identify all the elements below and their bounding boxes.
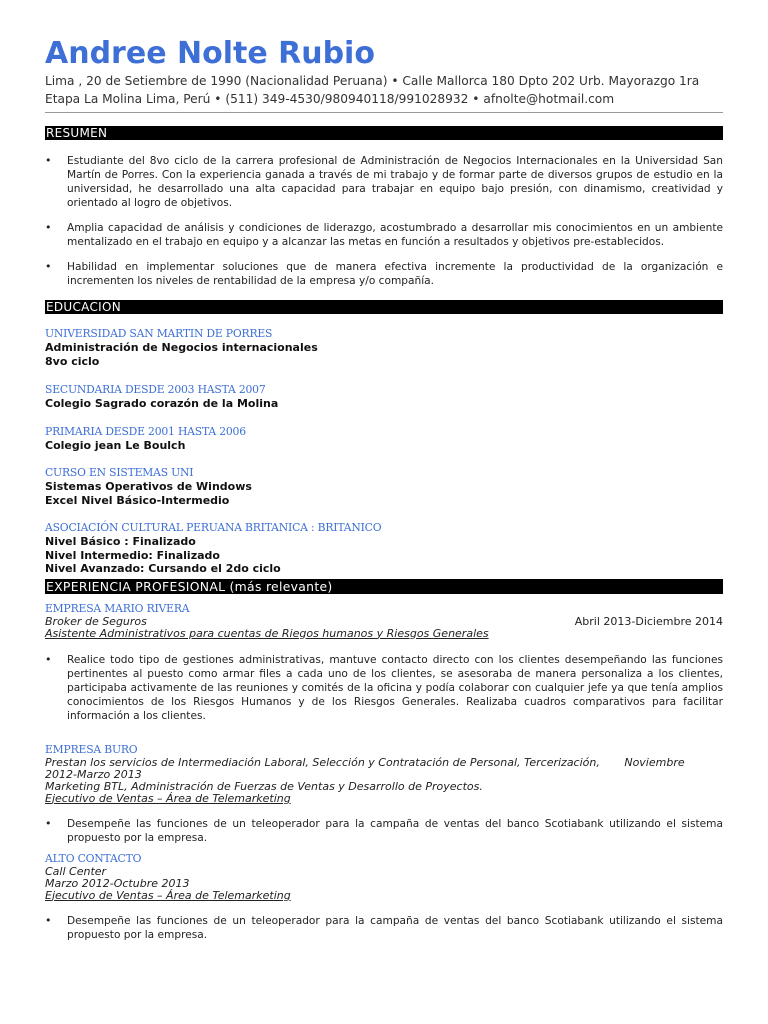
resume-page	[45, 36, 723, 942]
job-desc-row	[45, 616, 723, 628]
education-detail: Colegio jean Le Boulch	[45, 438, 186, 452]
job-company: ALTO CONTACTO	[45, 851, 142, 865]
job-description: Marketing BTL, Administración de Fuerzas de Ventas y Desarrollo de Proyectos.	[45, 779, 483, 793]
resumen-item: • Estudiante del 8vo ciclo de la carrera profesional de Administración de Negocios Internacionales en la Universidad San Martín de Porres. Con la experiencia ganada a través de mi trabajo y de formar parte de diversos grupos de estudio en la universidad, he desarrollado una alta capacidad para trabajar en equipo bajo presión, con dinamismo, creatividad y orientado al logro de objetivos.	[45, 154, 723, 210]
resumen-item: • Habilidad en implementar soluciones que de manera efectiva incremente la productividad de la organización e incrementen los niveles de rentabilidad de la empresa y/o compañía.	[45, 260, 723, 288]
section-title-experiencia: EXPERIENCIA PROFESIONAL (más relevante)	[45, 579, 723, 594]
header-divider	[45, 112, 723, 113]
education-detail: Excel Nivel Básico-Intermedio	[45, 493, 230, 507]
education-entry	[45, 383, 723, 411]
resumen-item: • Amplia capacidad de análisis y condiciones de liderazgo, acostumbrado a desarrollar mis conocimientos en un ambiente mentalizado en el trabajo en equipo y a alcanzar las metas en función a resultados y objetivos pre-establecidos.	[45, 221, 723, 249]
education-heading: ASOCIACIÓN CULTURAL PERUANA BRITANICA : BRITANICO	[45, 521, 382, 534]
job-description: Broker de Seguros	[45, 614, 147, 628]
job-description: Marzo 2012-Octubre 2013	[45, 876, 190, 890]
job-entry	[45, 743, 723, 845]
education-entry	[45, 327, 723, 368]
job-bullet: • Desempeñe las funciones de un teleoperador para la campaña de ventas del banco Scotiabank utilizando el sistema propuesto por la empresa.	[45, 914, 723, 942]
education-heading: SECUNDARIA DESDE 2003 HASTA 2007	[45, 383, 266, 396]
education-heading: UNIVERSIDAD SAN MARTIN DE PORRES	[45, 327, 273, 340]
education-heading: PRIMARIA DESDE 2001 HASTA 2006	[45, 424, 246, 438]
job-description: Prestan los servicios de Intermediación Laboral, Selección y Contratación de Personal, Tercerización, Noviembre	[45, 755, 685, 769]
contact-line-2: Etapa La Molina Lima, Perú • (511) 349-4530/980940118/991028932 • afnolte@hotmail.com	[45, 92, 615, 106]
job-company: EMPRESA MARIO RIVERA	[45, 601, 190, 615]
education-detail: Nivel Intermedio: Finalizado	[45, 548, 220, 562]
job-date: Abril 2013-Diciembre 2014	[574, 614, 723, 628]
job-bullets	[45, 817, 723, 845]
job-bullets	[45, 653, 723, 723]
education-entry	[45, 425, 723, 453]
job-role: Ejecutivo de Ventas – Área de Telemarketing	[45, 791, 291, 805]
education-detail: Administración de Negocios internacionales	[45, 341, 318, 354]
education-entry	[45, 466, 723, 507]
job-role: Ejecutivo de Ventas – Área de Telemarketing	[45, 888, 291, 902]
job-entry	[45, 602, 723, 723]
education-heading: CURSO EN SISTEMAS UNI	[45, 466, 194, 479]
job-company: EMPRESA BURO	[45, 742, 138, 756]
contact-line-1: Lima , 20 de Setiembre de 1990 (Nacionalidad Peruana) • Calle Mallorca 180 Dpto 202 Urb. Mayorazgo 1ra	[45, 74, 700, 88]
job-bullet: • Desempeñe las funciones de un teleoperador para la campaña de ventas del banco Scotiabank utilizando el sistema propuesto por la empresa.	[45, 817, 723, 845]
job-bullets	[45, 914, 723, 942]
candidate-name: Andree Nolte Rubio	[45, 36, 375, 71]
education-detail: Colegio Sagrado corazón de la Molina	[45, 397, 279, 410]
education-detail: Nivel Avanzado: Cursando el 2do ciclo	[45, 562, 281, 575]
job-bullet: • Realice todo tipo de gestiones administrativas, mantuve contacto directo con los clientes desempeñando las funciones pertinentes al puesto como armar files a cada uno de los clientes, se asesoraba de manera personaliza a los clientes, participaba activamente de las reuniones y comités de la oficina y podía colaborar con cualquier jefe ya que tenía amplios conocimientos de los Riesgos Humanos y de los Riesgos Generales. Realizaba cuadros comparativos para facilitar información a los clientes.	[45, 653, 723, 723]
job-role: Asistente Administrativos para cuentas de Riegos humanos y Riesgos Generales	[45, 626, 489, 640]
resumen-list	[45, 154, 723, 288]
job-entry	[45, 852, 723, 942]
section-title-resumen: RESUMEN	[45, 126, 723, 140]
section-title-educacion: EDUCACION	[45, 300, 723, 314]
education-detail: Sistemas Operativos de Windows	[45, 480, 252, 493]
job-description: Call Center	[45, 864, 107, 878]
education-detail: 8vo ciclo	[45, 354, 100, 368]
education-detail: Nivel Básico : Finalizado	[45, 535, 196, 548]
job-description: 2012-Marzo 2013	[45, 767, 142, 781]
education-entry	[45, 521, 723, 576]
